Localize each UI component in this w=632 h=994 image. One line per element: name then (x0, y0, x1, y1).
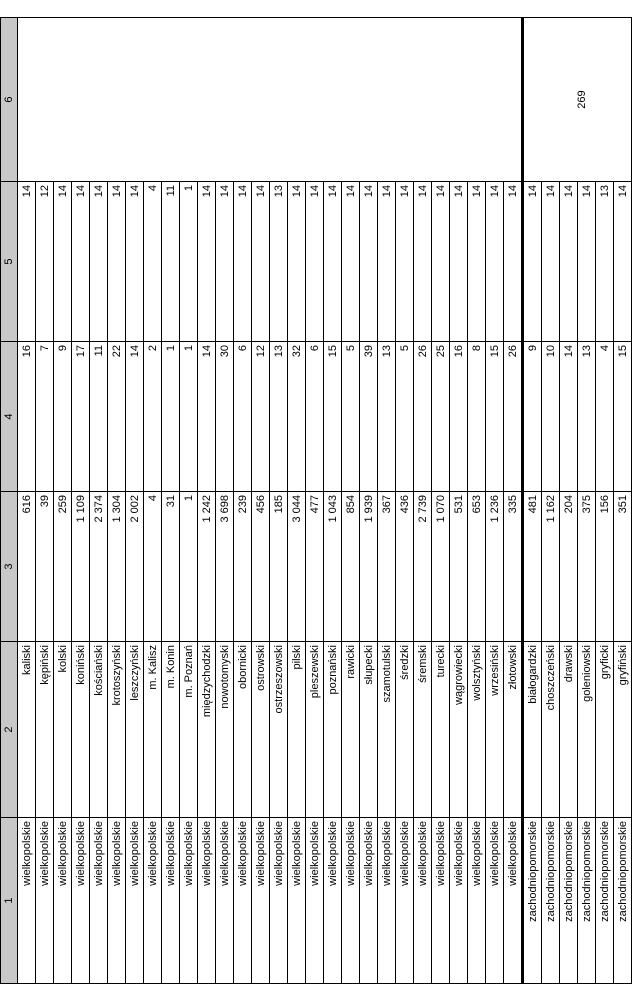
cell-county: kaliski (18, 642, 36, 818)
cell-county: rawicki (342, 642, 360, 818)
cell-value-3: 1 109 (72, 492, 90, 642)
cell-value-4: 26 (414, 342, 432, 492)
column-header-1: 1 (1, 818, 18, 984)
cell-county: wrzesiński (486, 642, 504, 818)
cell-value-4: 26 (504, 342, 523, 492)
cell-county: średzki (396, 642, 414, 818)
cell-value-5: 14 (252, 182, 270, 342)
cell-value-3: 1 236 (486, 492, 504, 642)
cell-value-3: 436 (396, 492, 414, 642)
cell-value-4: 13 (270, 342, 288, 492)
cell-voivodeship: wielkopolskie (72, 818, 90, 984)
cell-value-3: 481 (523, 492, 542, 642)
cell-county: pilski (288, 642, 306, 818)
cell-value-4: 22 (108, 342, 126, 492)
cell-value-4: 17 (72, 342, 90, 492)
cell-county: m. Kalisz (144, 642, 162, 818)
cell-county: krotoszyński (108, 642, 126, 818)
cell-value-3: 39 (36, 492, 54, 642)
cell-value-4: 12 (252, 342, 270, 492)
cell-voivodeship: wielkopolskie (468, 818, 486, 984)
cell-county: pleszewski (306, 642, 324, 818)
cell-value-5: 14 (216, 182, 234, 342)
cell-value-5: 14 (108, 182, 126, 342)
cell-value-3: 239 (234, 492, 252, 642)
cell-voivodeship: wielkopolskie (324, 818, 342, 984)
cell-voivodeship: wielkopolskie (144, 818, 162, 984)
cell-county: ostrzeszowski (270, 642, 288, 818)
cell-value-5: 14 (306, 182, 324, 342)
cell-voivodeship: wielkopolskie (414, 818, 432, 984)
cell-value-5: 14 (560, 182, 578, 342)
cell-county: białogardzki (523, 642, 542, 818)
cell-value-5: 14 (504, 182, 523, 342)
cell-voivodeship: wielkopolskie (306, 818, 324, 984)
cell-value-5: 14 (126, 182, 144, 342)
cell-value-4: 7 (36, 342, 54, 492)
column-header-3: 3 (1, 492, 18, 642)
cell-value-4: 10 (542, 342, 560, 492)
cell-county: międzychodzki (198, 642, 216, 818)
cell-value-4: 2 (144, 342, 162, 492)
cell-value-4: 1 (162, 342, 180, 492)
cell-value-5: 1 (180, 182, 198, 342)
cell-value-5: 14 (288, 182, 306, 342)
cell-value-3: 477 (306, 492, 324, 642)
cell-county: m. Poznań (180, 642, 198, 818)
cell-value-3: 351 (614, 492, 632, 642)
table-row (523, 18, 542, 984)
cell-county: obornicki (234, 642, 252, 818)
cell-voivodeship: wielkopolskie (234, 818, 252, 984)
cell-group-total-wielkopolskie (18, 18, 523, 182)
cell-value-3: 375 (578, 492, 596, 642)
cell-value-3: 367 (378, 492, 396, 642)
cell-voivodeship: zachodniopomorskie (596, 818, 614, 984)
cell-voivodeship: wielkopolskie (486, 818, 504, 984)
cell-value-3: 2 374 (90, 492, 108, 642)
cell-value-5: 14 (523, 182, 542, 342)
cell-value-3: 456 (252, 492, 270, 642)
cell-voivodeship: wielkopolskie (198, 818, 216, 984)
cell-value-5: 14 (486, 182, 504, 342)
cell-value-3: 854 (342, 492, 360, 642)
cell-value-5: 14 (198, 182, 216, 342)
cell-value-4: 14 (560, 342, 578, 492)
cell-value-4: 32 (288, 342, 306, 492)
table-row (18, 18, 36, 984)
cell-voivodeship: zachodniopomorskie (614, 818, 632, 984)
cell-county: m. Konin (162, 642, 180, 818)
cell-voivodeship: wielkopolskie (270, 818, 288, 984)
cell-value-3: 616 (18, 492, 36, 642)
cell-value-5: 12 (36, 182, 54, 342)
cell-value-4: 8 (468, 342, 486, 492)
cell-county: słupecki (360, 642, 378, 818)
cell-voivodeship: wielkopolskie (180, 818, 198, 984)
cell-value-5: 14 (54, 182, 72, 342)
cell-voivodeship: zachodniopomorskie (542, 818, 560, 984)
cell-voivodeship: wielkopolskie (396, 818, 414, 984)
cell-value-4: 16 (450, 342, 468, 492)
cell-value-5: 14 (378, 182, 396, 342)
cell-voivodeship: wielkopolskie (54, 818, 72, 984)
cell-value-3: 1 304 (108, 492, 126, 642)
cell-county: wolsztyński (468, 642, 486, 818)
column-header-6: 6 (1, 18, 18, 182)
cell-value-3: 1 (180, 492, 198, 642)
cell-value-4: 4 (596, 342, 614, 492)
cell-voivodeship: wielkopolskie (18, 818, 36, 984)
column-header-5: 5 (1, 182, 18, 342)
cell-value-4: 15 (486, 342, 504, 492)
cell-value-3: 185 (270, 492, 288, 642)
cell-value-5: 14 (360, 182, 378, 342)
cell-value-4: 14 (198, 342, 216, 492)
cell-county: gryfiński (614, 642, 632, 818)
cell-value-4: 14 (126, 342, 144, 492)
cell-value-3: 156 (596, 492, 614, 642)
cell-county: złotowski (504, 642, 523, 818)
cell-value-4: 9 (54, 342, 72, 492)
cell-value-4: 6 (234, 342, 252, 492)
cell-value-3: 259 (54, 492, 72, 642)
cell-value-4: 25 (432, 342, 450, 492)
cell-value-3: 3 698 (216, 492, 234, 642)
cell-value-5: 14 (578, 182, 596, 342)
cell-county: choszczeński (542, 642, 560, 818)
cell-value-4: 16 (18, 342, 36, 492)
cell-voivodeship: wielkopolskie (288, 818, 306, 984)
cell-county: szamotulski (378, 642, 396, 818)
cell-value-4: 9 (523, 342, 542, 492)
cell-value-3: 1 043 (324, 492, 342, 642)
cell-value-3: 2 002 (126, 492, 144, 642)
cell-value-4: 15 (324, 342, 342, 492)
cell-county: śremski (414, 642, 432, 818)
cell-value-5: 13 (270, 182, 288, 342)
cell-value-3: 204 (560, 492, 578, 642)
cell-value-5: 14 (396, 182, 414, 342)
cell-value-4: 13 (378, 342, 396, 492)
column-header-2: 2 (1, 642, 18, 818)
cell-county: turecki (432, 642, 450, 818)
cell-value-4: 30 (216, 342, 234, 492)
cell-county: nowotomyski (216, 642, 234, 818)
cell-value-5: 14 (234, 182, 252, 342)
cell-value-3: 1 070 (432, 492, 450, 642)
cell-voivodeship: wielkopolskie (432, 818, 450, 984)
cell-value-5: 14 (614, 182, 632, 342)
column-header-4: 4 (1, 342, 18, 492)
cell-value-3: 335 (504, 492, 523, 642)
cell-voivodeship: wielkopolskie (216, 818, 234, 984)
cell-county: kościański (90, 642, 108, 818)
cell-value-4: 13 (578, 342, 596, 492)
cell-value-4: 11 (90, 342, 108, 492)
cell-voivodeship: wielkopolskie (504, 818, 523, 984)
cell-value-3: 31 (162, 492, 180, 642)
cell-county: ostrowski (252, 642, 270, 818)
cell-value-5: 14 (468, 182, 486, 342)
cell-value-4: 5 (396, 342, 414, 492)
cell-voivodeship: wielkopolskie (360, 818, 378, 984)
cell-county: leszczyński (126, 642, 144, 818)
cell-value-3: 1 162 (542, 492, 560, 642)
cell-value-5: 4 (144, 182, 162, 342)
cell-voivodeship: wielkopolskie (90, 818, 108, 984)
cell-value-3: 4 (144, 492, 162, 642)
cell-voivodeship: wielkopolskie (342, 818, 360, 984)
cell-value-4: 39 (360, 342, 378, 492)
cell-value-5: 14 (18, 182, 36, 342)
cell-county: koniński (72, 642, 90, 818)
cell-voivodeship: zachodniopomorskie (578, 818, 596, 984)
cell-voivodeship: zachodniopomorskie (560, 818, 578, 984)
table-body (18, 18, 632, 984)
cell-value-3: 1 939 (360, 492, 378, 642)
cell-value-5: 13 (596, 182, 614, 342)
header-row (1, 18, 18, 984)
cell-county: poznański (324, 642, 342, 818)
cell-voivodeship: wielkopolskie (450, 818, 468, 984)
cell-value-5: 14 (90, 182, 108, 342)
cell-value-5: 14 (414, 182, 432, 342)
cell-value-5: 14 (72, 182, 90, 342)
cell-value-4: 1 (180, 342, 198, 492)
cell-value-5: 11 (162, 182, 180, 342)
cell-voivodeship: wielkopolskie (126, 818, 144, 984)
cell-value-5: 14 (450, 182, 468, 342)
cell-value-5: 14 (342, 182, 360, 342)
cell-voivodeship: zachodniopomorskie (523, 818, 542, 984)
cell-county: kępiński (36, 642, 54, 818)
cell-value-3: 1 242 (198, 492, 216, 642)
cell-voivodeship: wielkopolskie (252, 818, 270, 984)
cell-county: wągrowiecki (450, 642, 468, 818)
cell-county: goleniowski (578, 642, 596, 818)
cell-value-5: 14 (542, 182, 560, 342)
cell-value-3: 653 (468, 492, 486, 642)
cell-value-4: 15 (614, 342, 632, 492)
cell-value-3: 2 739 (414, 492, 432, 642)
cell-group-total-zachodniopomorskie: 269 (523, 18, 632, 182)
cell-voivodeship: wielkopolskie (108, 818, 126, 984)
cell-county: drawski (560, 642, 578, 818)
cell-value-5: 14 (324, 182, 342, 342)
cell-voivodeship: wielkopolskie (36, 818, 54, 984)
cell-value-3: 3 044 (288, 492, 306, 642)
cell-value-5: 14 (432, 182, 450, 342)
cell-value-4: 6 (306, 342, 324, 492)
cell-county: gryficki (596, 642, 614, 818)
data-table (0, 17, 632, 984)
cell-value-4: 5 (342, 342, 360, 492)
cell-voivodeship: wielkopolskie (378, 818, 396, 984)
cell-value-3: 531 (450, 492, 468, 642)
cell-county: kolski (54, 642, 72, 818)
cell-voivodeship: wielkopolskie (162, 818, 180, 984)
